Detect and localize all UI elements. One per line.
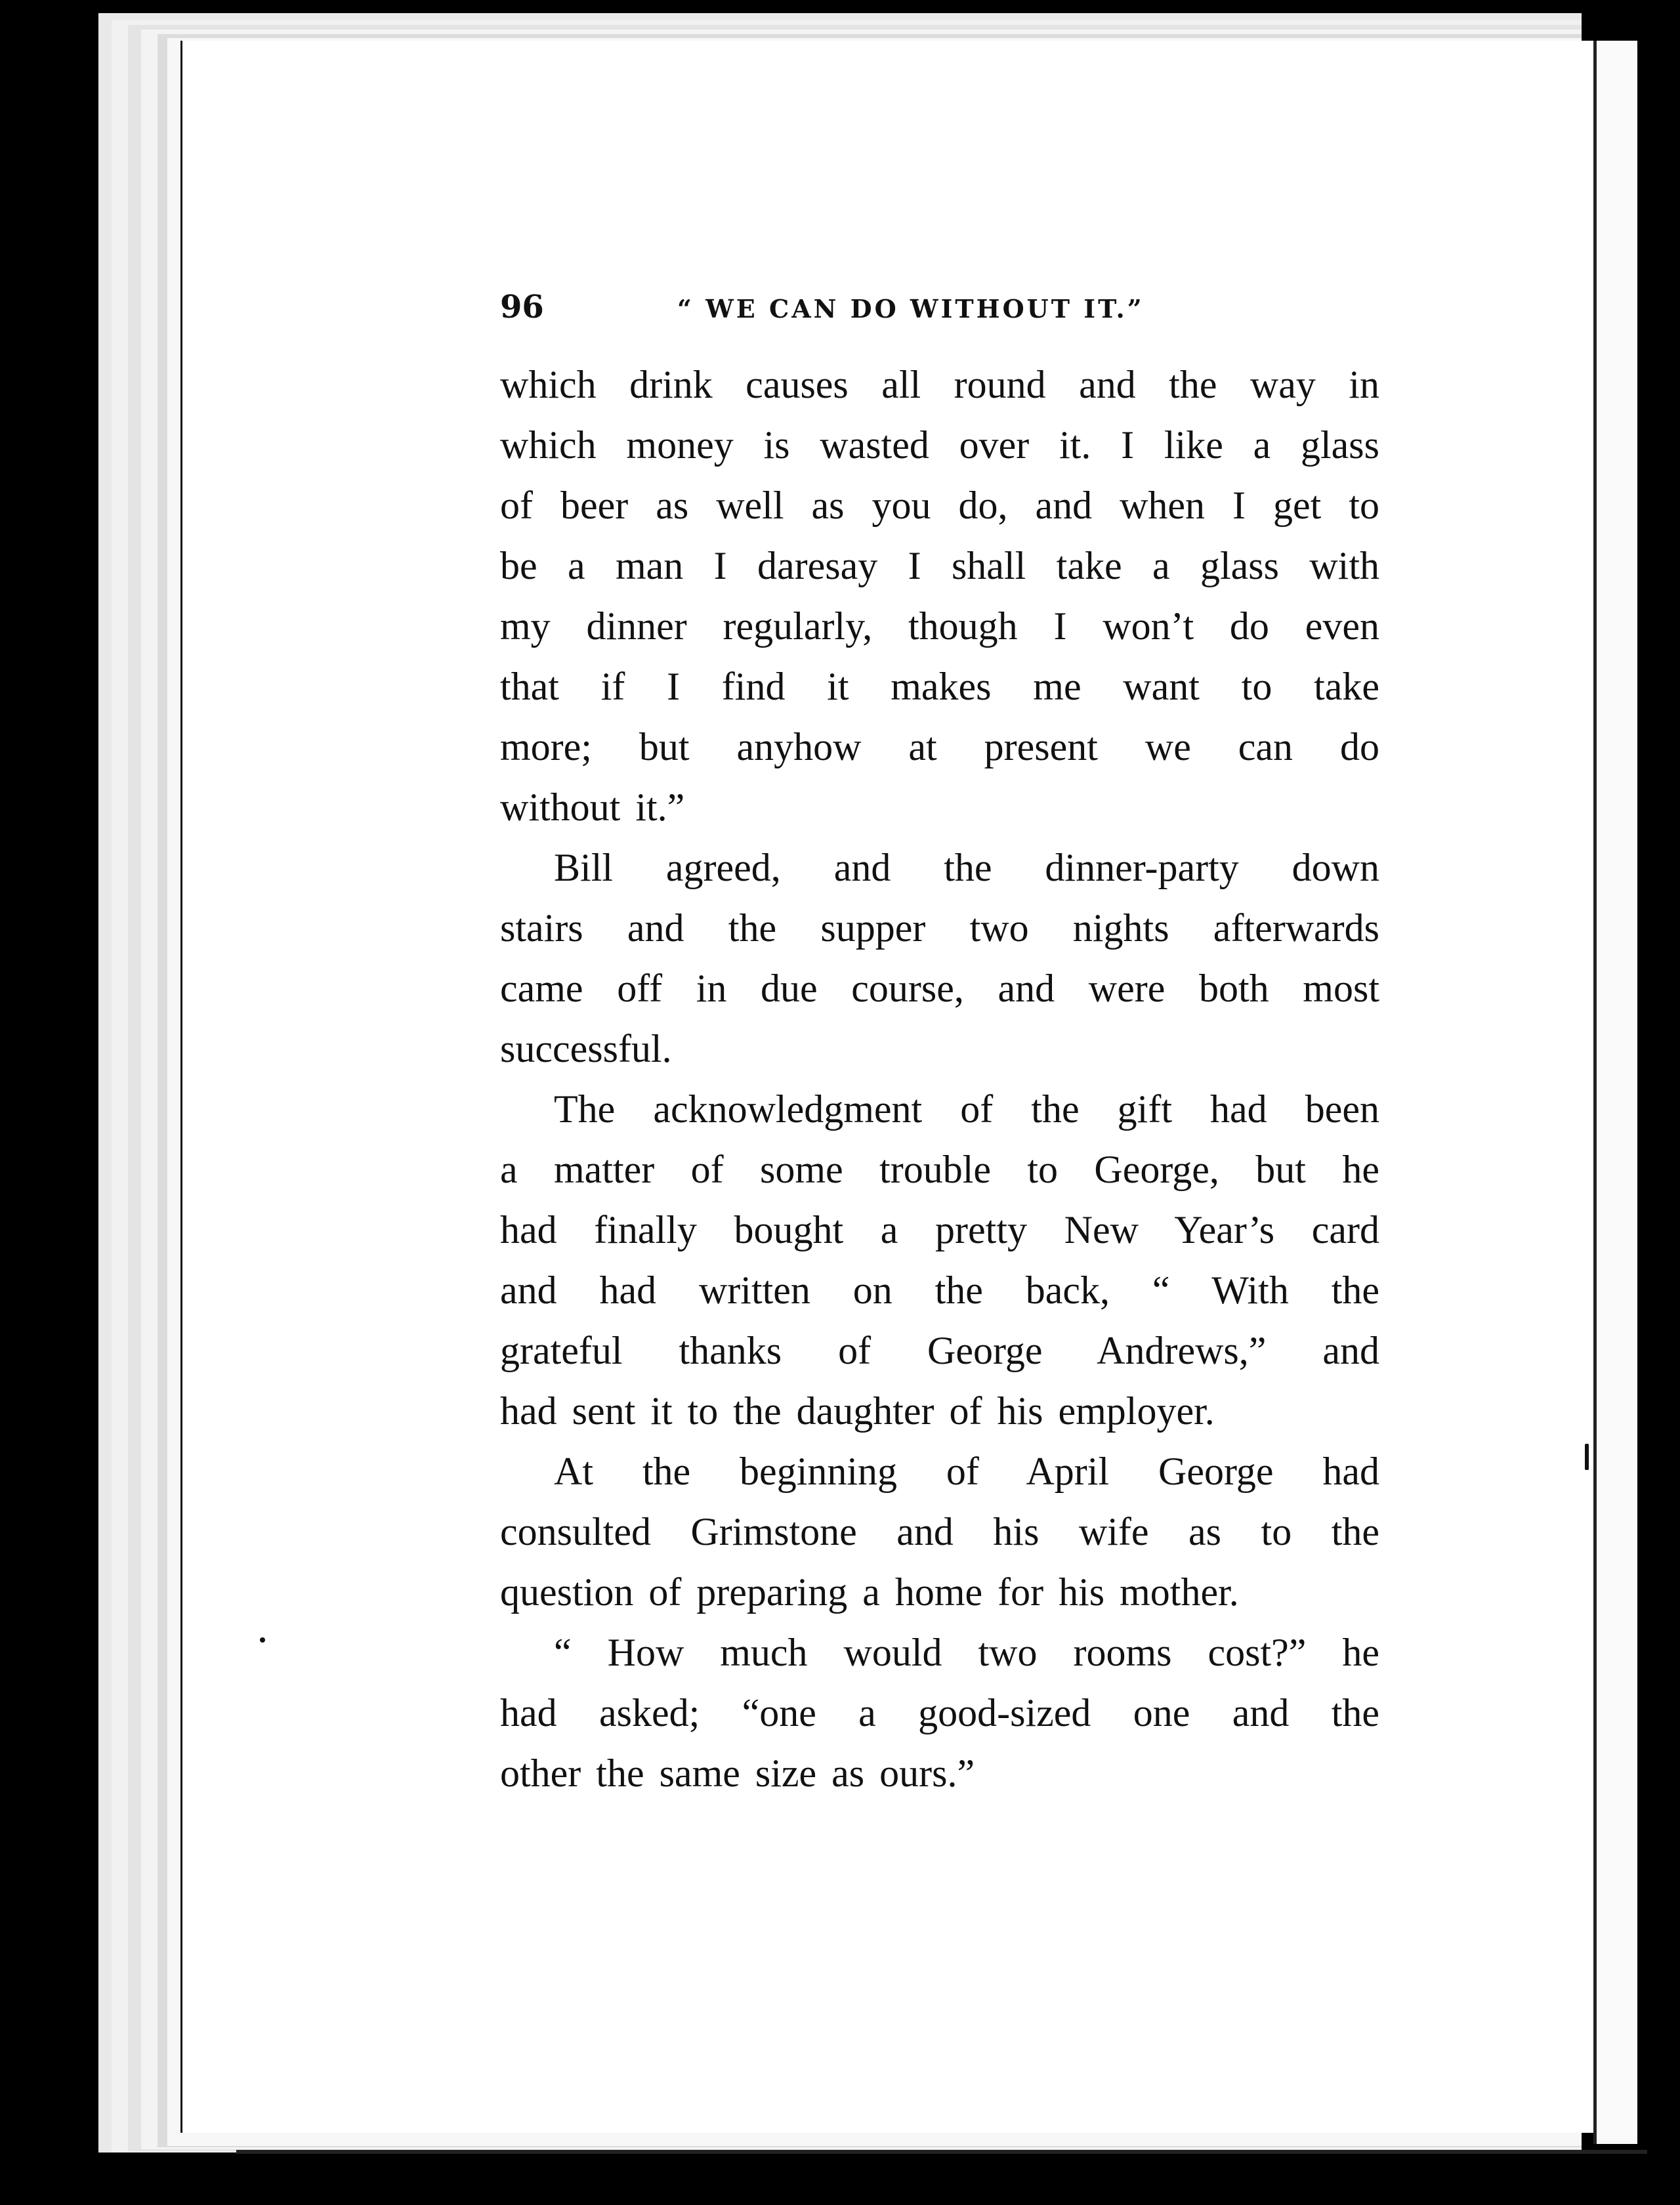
page-header xyxy=(500,289,1366,335)
text-line: had sent it to the daughter of his employer. xyxy=(500,1389,1215,1433)
text-line: more; but anyhow at present we can do xyxy=(500,725,1379,768)
text-line: consulted Grimstone and his wife as to the xyxy=(500,1510,1379,1553)
text-line: other the same size as ours.” xyxy=(500,1752,975,1795)
text-line: question of preparing a home for his mother. xyxy=(500,1570,1239,1614)
text-line: and had written on the back, “ With the xyxy=(500,1269,1379,1312)
text-line: had asked; “one a good-sized one and the xyxy=(500,1691,1379,1734)
text-line: of beer as well as you do, and when I get to xyxy=(500,484,1379,527)
text-line: a matter of some trouble to George, but he xyxy=(500,1148,1379,1191)
text-line: stairs and the supper two nights afterwards xyxy=(500,906,1379,950)
text-line: my dinner regularly, though I won’t do even xyxy=(500,604,1379,648)
facing-page-edge xyxy=(1593,41,1637,2144)
page-bottom-edge xyxy=(236,2150,1647,2154)
text-line: without it.” xyxy=(500,786,685,829)
paragraph xyxy=(500,1441,1379,1622)
paragraph xyxy=(500,354,1379,837)
text-line: At the beginning of April George had xyxy=(554,1450,1379,1493)
body-text xyxy=(500,354,1379,1803)
scan-speck xyxy=(1585,1444,1589,1470)
text-line: grateful thanks of George Andrews,” and xyxy=(500,1329,1379,1372)
running-head: “ WE CAN DO WITHOUT IT.” xyxy=(677,294,1144,324)
text-line: came off in due course, and were both most xyxy=(500,967,1379,1010)
text-line: successful. xyxy=(500,1027,672,1070)
scan-speck xyxy=(260,1637,265,1643)
text-line: “ How much would two rooms cost?” he xyxy=(554,1631,1379,1674)
text-line: which money is wasted over it. I like a glass xyxy=(500,423,1379,467)
text-line: that if I find it makes me want to take xyxy=(500,665,1379,708)
text-line: The acknowledgment of the gift had been xyxy=(554,1087,1379,1131)
text-line: which drink causes all round and the way in xyxy=(500,363,1379,406)
text-line: be a man I daresay I shall take a glass with xyxy=(500,544,1379,587)
paragraph xyxy=(500,1622,1379,1803)
paragraph xyxy=(500,837,1379,1079)
page-number: 96 xyxy=(500,289,544,326)
paragraph xyxy=(500,1079,1379,1441)
text-line: Bill agreed, and the dinner-party down xyxy=(554,846,1379,889)
text-line: had finally bought a pretty New Year’s card xyxy=(500,1208,1379,1251)
